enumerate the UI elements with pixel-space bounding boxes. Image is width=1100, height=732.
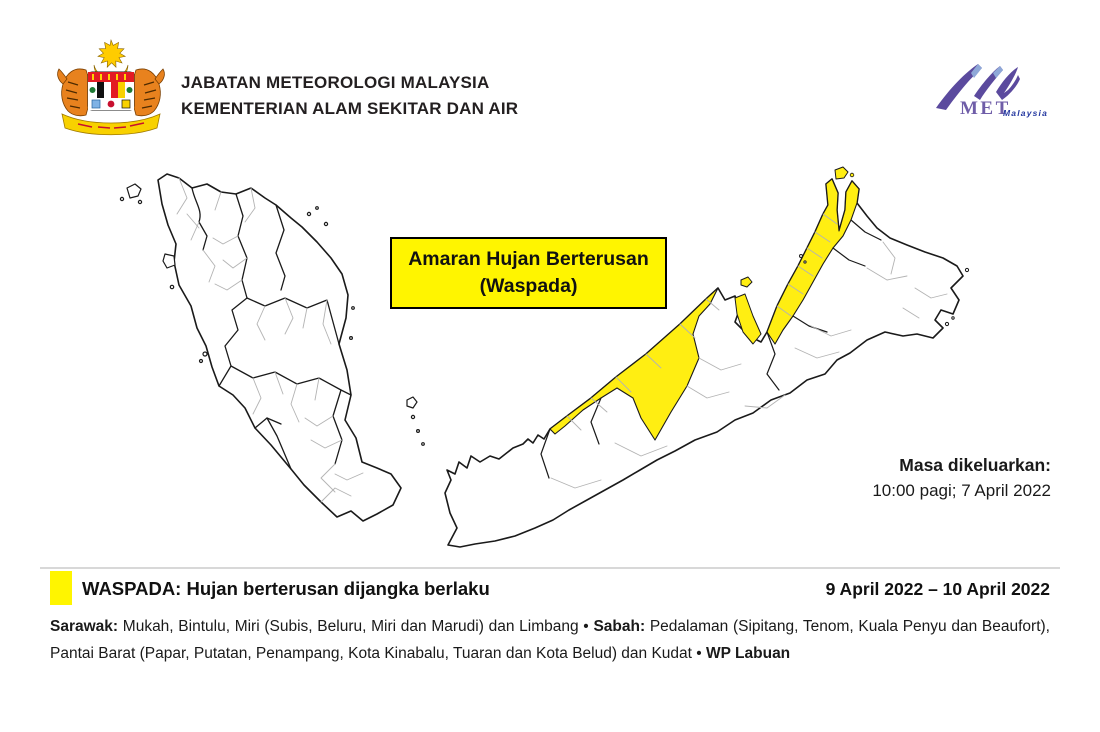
crest-tiger-left xyxy=(58,69,89,116)
waspada-color-swatch xyxy=(50,571,72,605)
bullet-separator: • xyxy=(583,618,589,635)
agency-name: JABATAN METEOROLOGI MALAYSIA xyxy=(181,73,490,92)
section-divider xyxy=(40,567,1060,569)
met-logo-suffix: Malaysia xyxy=(1003,108,1049,118)
region-label-sabah: Sabah: xyxy=(593,618,646,635)
warning-title-line1: Amaran Hujan Berterusan xyxy=(408,248,649,270)
highlighted-region-labuan xyxy=(741,277,752,287)
peninsular-malaysia-map xyxy=(120,174,424,521)
region-detail-sabah: Pedalaman (Sipitang, Tenom, Kuala Penyu dan Beaufort), Pantai Barat (Papar, Putatan, Penampang, Kota Kinabalu, Tuaran dan Kota Belud) dan Kudat xyxy=(50,618,1050,662)
region-label-labuan: WP Labuan xyxy=(706,644,791,662)
crest-tiger-right xyxy=(133,69,164,116)
issued-time-label: Masa dikeluarkan: xyxy=(899,455,1051,475)
peninsular-outline xyxy=(158,174,401,521)
met-malaysia-logo xyxy=(930,62,1052,126)
region-detail-sarawak: Mukah, Bintulu, Miri (Subis, Beluru, Miri dan Marudi) dan Limbang xyxy=(122,618,579,635)
highlighted-region-banggi-island xyxy=(835,167,848,179)
coat-of-arms-logo xyxy=(48,38,174,140)
met-logo-acronym: MET xyxy=(960,98,1011,119)
header-titles xyxy=(181,70,518,122)
ministry-name: KEMENTERIAN ALAM SEKITAR DAN AIR xyxy=(181,99,519,118)
issued-time-value: 10:00 pagi; 7 April 2022 xyxy=(872,481,1051,500)
issued-time-block xyxy=(872,452,1051,504)
region-label-sarawak: Sarawak: xyxy=(50,618,119,635)
crest-ribbon xyxy=(62,114,160,135)
warning-title-box xyxy=(390,237,667,309)
alert-period: 9 April 2022 – 10 April 2022 xyxy=(825,579,1050,599)
highlighted-island-dot xyxy=(850,173,854,177)
affected-areas-text xyxy=(50,614,1050,667)
alert-title: WASPADA: Hujan berterusan dijangka berlaku xyxy=(82,578,490,599)
crest-shield xyxy=(88,72,134,110)
bullet-separator: • xyxy=(696,644,702,662)
crest-star xyxy=(98,40,125,67)
warning-title-line2: (Waspada) xyxy=(479,275,578,297)
